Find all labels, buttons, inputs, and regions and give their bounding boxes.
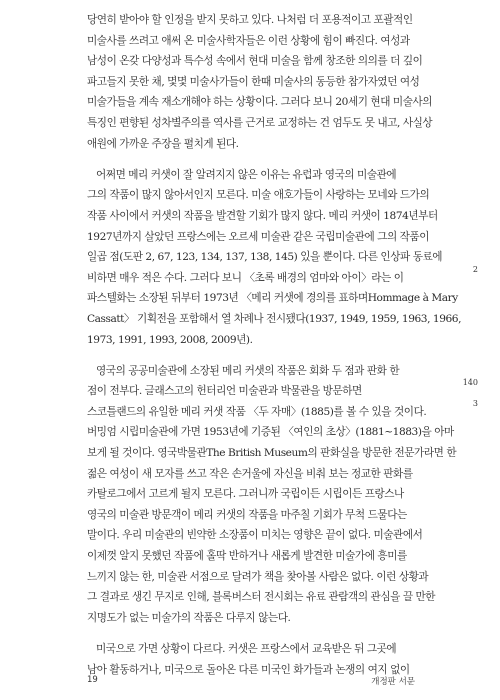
text-line: 점이 전부다. 글래스고의 헌터리언 미술관과 박물관을 방문하면 bbox=[87, 385, 362, 398]
text-line: 버밍엄 시립미술관에 가면 1953년에 기증된 〈여인의 초상〉(1881~1883)을 아마 bbox=[87, 426, 454, 439]
text-line: 카탈로그에서 고르게 될지 모른다. 그러니까 국립이든 시립이든 프랑스나 bbox=[87, 488, 404, 501]
text-line: 파고들지 못한 채, 몇몇 미술사가들이 한때 미술사의 동등한 참가자였던 여성 bbox=[87, 75, 420, 88]
text-line: 그 결과로 생긴 무지로 인해, 블록버스터 전시회는 유료 관람객의 관심을 끌 만한 bbox=[87, 591, 436, 604]
paragraph-2 bbox=[87, 165, 461, 350]
text-line: 보게 될 것이다. 영국박물관The British Museum의 판화실을 방문한 전문가라면 한 bbox=[87, 447, 457, 460]
text-line: 파스텔화는 소장된 뒤부터 1973년 〈메리 커샛에 경의를 표하며Hommage à Mary bbox=[87, 292, 458, 305]
text-line: 미국으로 가면 상황이 다르다. 커샛은 프랑스에서 교육받은 뒤 그곳에 bbox=[96, 643, 397, 655]
page-number: 19 bbox=[87, 675, 98, 685]
text-line: 특징인 편향된 성차별주의를 역사를 근거로 교정하는 건 엄두도 못 내고, 사실상 bbox=[87, 116, 433, 129]
text-line: 남아 활동하거나, 미국으로 돌아온 다른 미국인 화가들과 논쟁의 여지 없이 bbox=[87, 663, 410, 676]
text-line: 남성이 온갖 다양성과 특수성 속에서 현대 미술을 함께 창조한 의의를 더 깊이 bbox=[87, 55, 423, 68]
paragraph-3 bbox=[87, 361, 457, 629]
text-line: 작품 사이에서 커샛의 작품을 발견할 기회가 많지 않다. 메리 커샛이 1874년부터 bbox=[87, 209, 438, 222]
text-line: 젊은 여성이 새 모자를 쓰고 작은 손거울에 자신을 비춰 보는 정교한 판화를 bbox=[87, 467, 413, 480]
text-line: 일곱 점(도판 2, 67, 123, 134, 137, 138, 145) 있을 뿐이다. 다른 인상파 동료에 bbox=[87, 251, 443, 264]
text-line: 1973, 1991, 1993, 2008, 2009년). bbox=[87, 333, 253, 346]
text-line: Cassatt〉 기획전을 포함해서 열 차례나 전시됐다(1937, 1949, 1959, 1963, 1966, bbox=[87, 312, 461, 325]
text-line: 이제껏 알지 못했던 작품에 홀딱 반하거나 새롭게 발견한 미술가에 흥미를 bbox=[87, 550, 407, 563]
paragraph-1 bbox=[87, 10, 433, 154]
running-footer: 개정판 서문 bbox=[371, 677, 415, 687]
text-line: 미술가들을 계속 재소개해야 하는 상황이다. 그러다 보니 20세기 현대 미술사의 bbox=[87, 96, 433, 109]
text-line: 영국의 공공미술관에 소장된 메리 커샛의 작품은 회화 두 점과 판화 한 bbox=[96, 364, 400, 377]
margin-note-plate-ref: 2 bbox=[472, 265, 478, 274]
text-line: 어쩌면 메리 커샛이 잘 알려지지 않은 이유는 유럽과 영국의 미술관에 bbox=[96, 168, 397, 181]
paragraph-4 bbox=[87, 639, 417, 680]
text-line: 느끼지 않는 한, 미술관 서점으로 달려가 책을 찾아볼 사람은 없다. 이런 상황과 bbox=[87, 570, 429, 583]
margin-note-plate-ref: 3 bbox=[472, 399, 478, 408]
text-line: 1927년까지 살았던 프랑스에는 오르세 미술관 같은 국립미술관에 그의 작품이 bbox=[87, 230, 430, 243]
text-line: 지명도가 없는 미술가의 작품은 다루지 않는다. bbox=[87, 611, 291, 624]
text-line: 당연히 받아야 할 인정을 받지 못하고 있다. 나처럼 더 포용적이고 포괄적인 bbox=[87, 14, 413, 26]
text-line: 애원에 가까운 주장을 펼치게 된다. bbox=[87, 137, 239, 150]
text-line: 미술사를 쓰려고 애써 온 미술사학자들은 이런 상황에 힘이 빠진다. 여성과 bbox=[87, 34, 410, 47]
margin-note-plate-ref: 140 bbox=[462, 378, 478, 387]
text-line: 그의 작품이 많지 않아서인지 모른다. 미술 애호가들이 사랑하는 모네와 드가의 bbox=[87, 189, 430, 202]
text-line: 비하면 매우 적은 수다. 그러다 보니 〈초록 배경의 엄마와 아이〉라는 이 bbox=[87, 271, 404, 284]
text-line: 스코틀랜드의 유일한 메리 커샛 작품 〈두 자매〉(1885)를 볼 수 있을 것이다. bbox=[87, 405, 427, 418]
body-text bbox=[87, 10, 461, 680]
text-line: 영국의 미술관 방문객이 메리 커샛의 작품을 마주칠 기회가 무척 드물다는 bbox=[87, 508, 407, 521]
text-line: 말이다. 우리 미술관의 빈약한 소장품이 미치는 영향은 끝이 없다. 미술관에서 bbox=[87, 529, 423, 542]
